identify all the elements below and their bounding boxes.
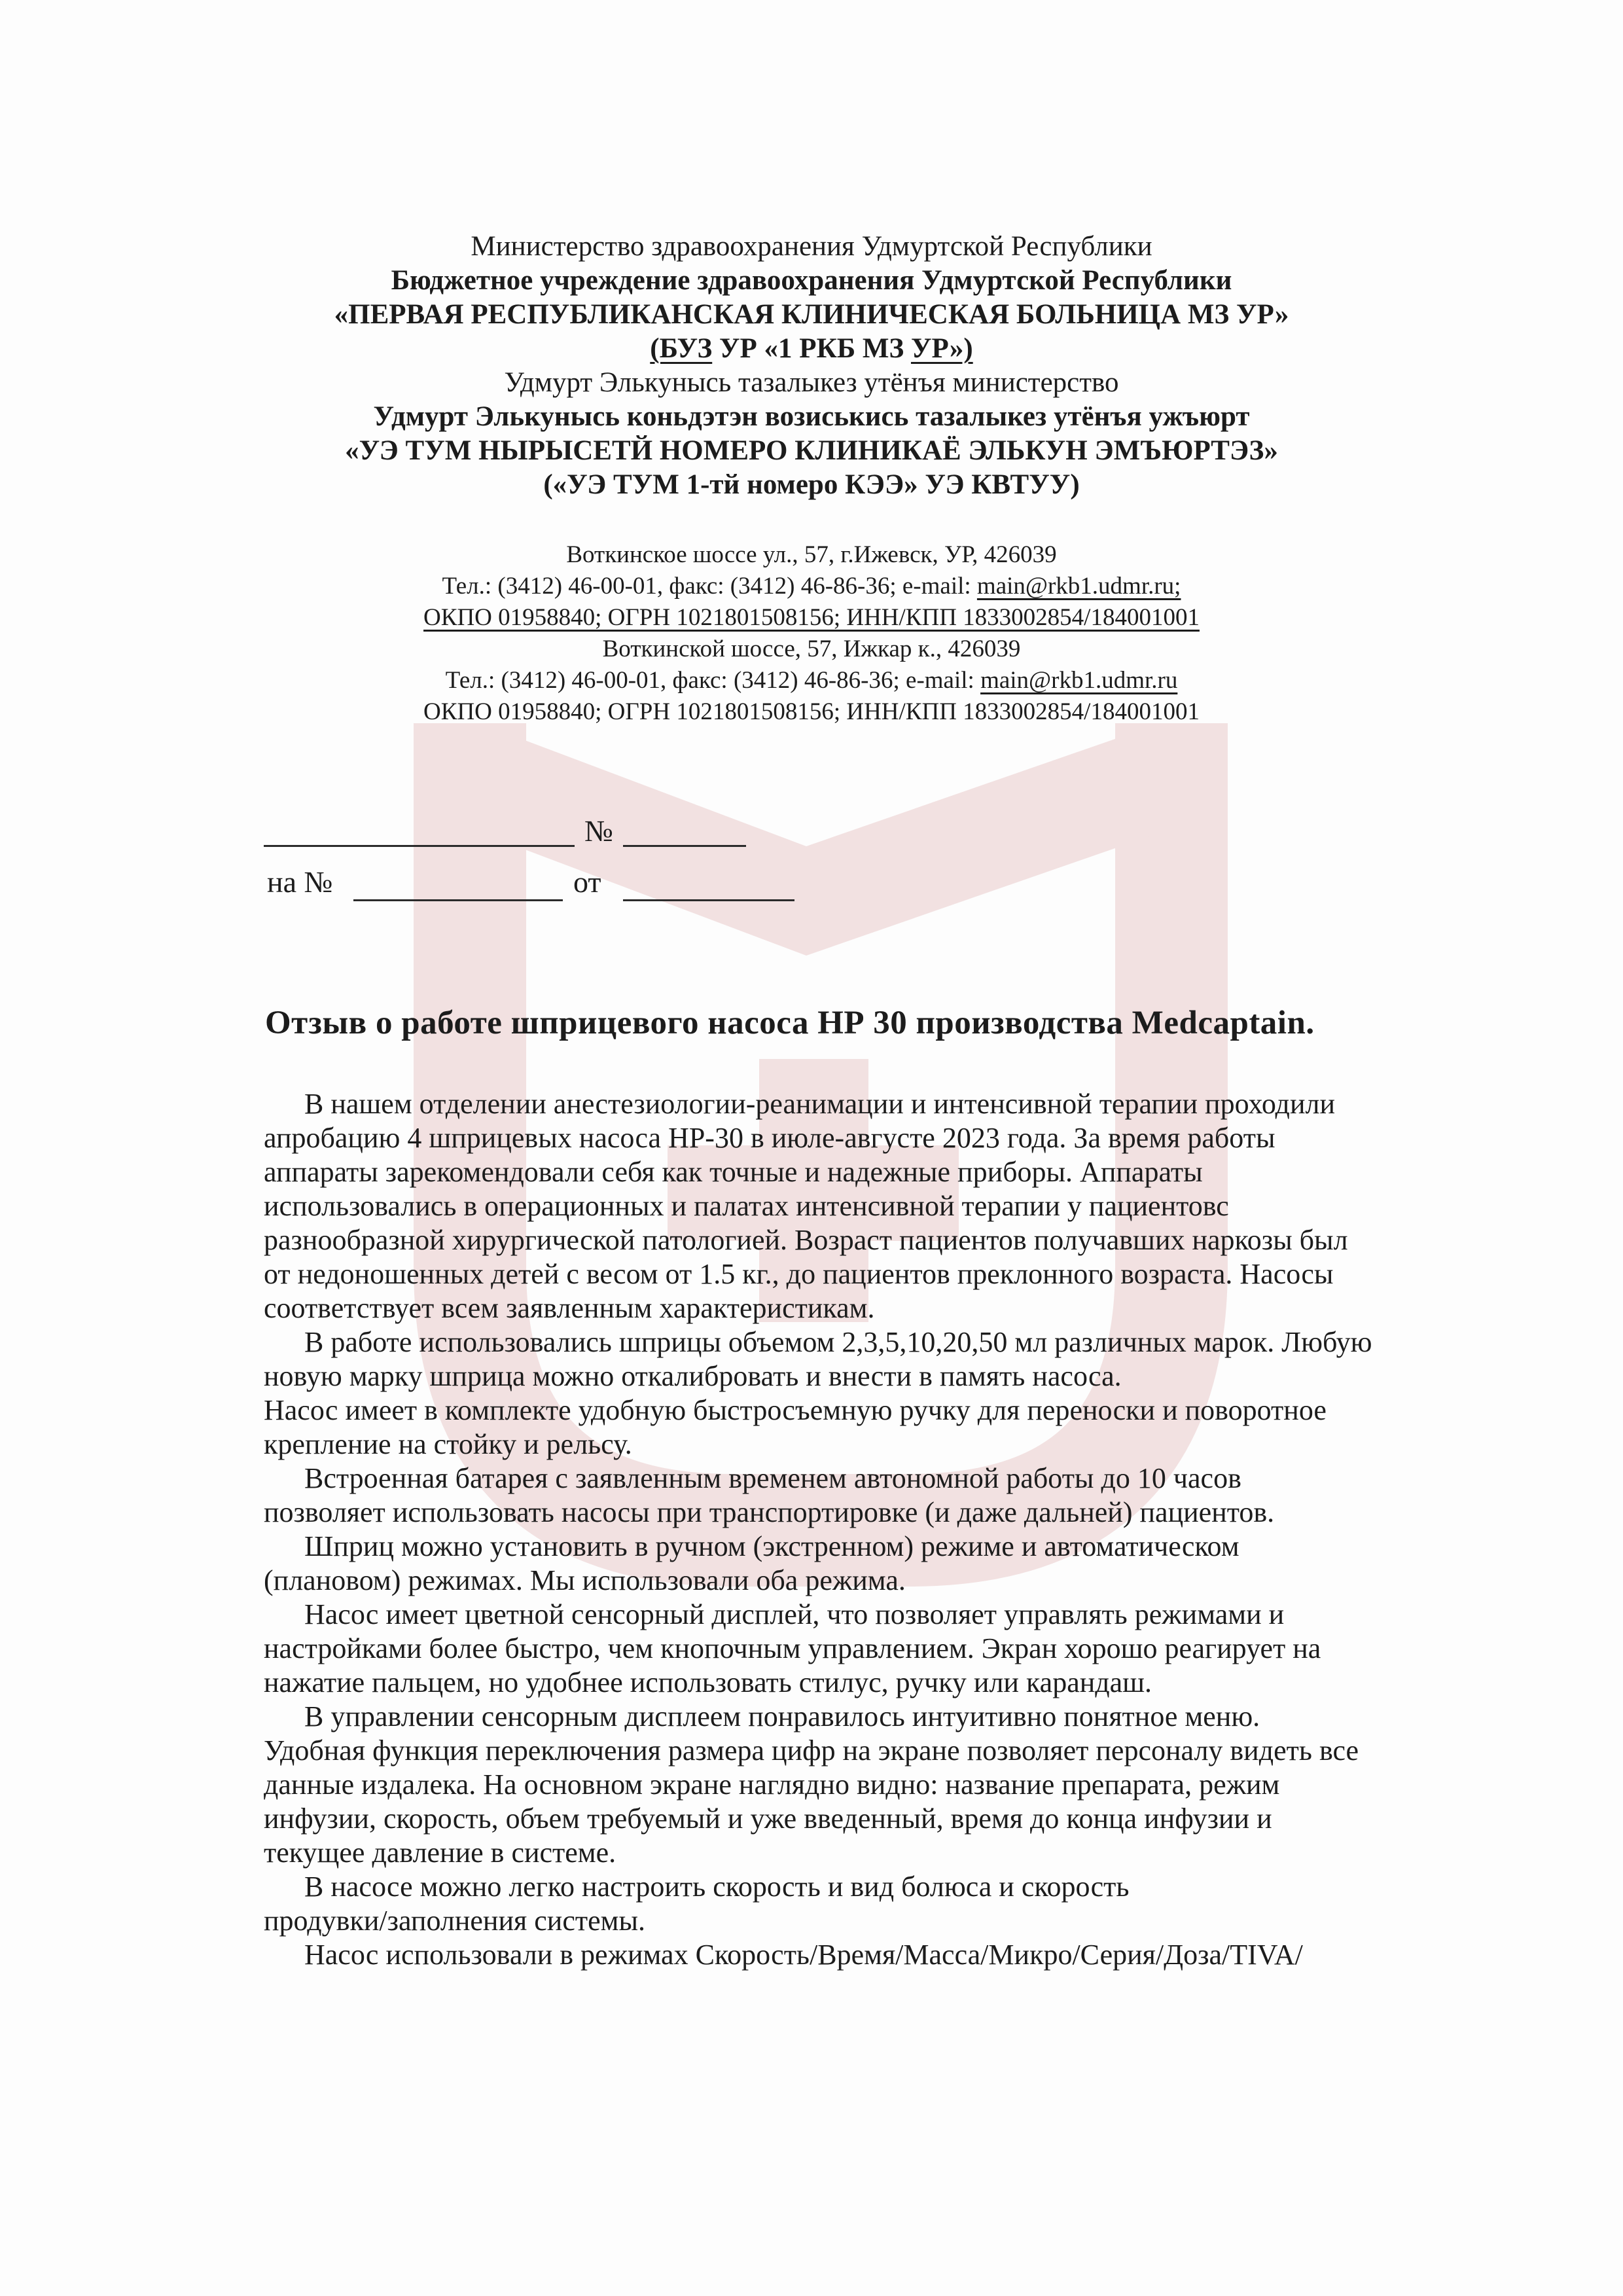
- body-line: новую марку шприца можно откалибровать и внести в память насоса.: [264, 1360, 1122, 1392]
- org-contacts-line-3: [0, 602, 1623, 634]
- watermark-m-diagonals: [480, 723, 1160, 956]
- body-paragraph-6: [264, 1598, 1416, 1700]
- text-segment: УР «1 РКБ МЗ: [712, 333, 911, 364]
- document-title: Отзыв о работе шприцевого насоса НР 30 производства Medcaptain.: [265, 1005, 1315, 1041]
- outgoing-number-value-blank: [623, 845, 746, 847]
- org-contacts-line-6: [0, 696, 1623, 728]
- underlined-text-segment: (БУЗ: [650, 333, 713, 364]
- text-segment: Удмурт Элькунысь тазалыкез утёнъя министерство: [504, 367, 1119, 398]
- body-paragraph-1: [264, 1087, 1416, 1325]
- body-line: Шприц можно установить в ручном (экстренном) режиме и автоматическом: [304, 1530, 1240, 1562]
- text-segment: Воткинской шоссе, 57, Ижкар к., 426039: [602, 636, 1021, 662]
- text-segment: ОКПО 01958840; ОГРН 1021801508156; ИНН/КПП 1833002854/184001001: [423, 698, 1200, 725]
- org-header-line-1: [0, 230, 1623, 264]
- body-line: разнообразной хирургической патологией. Возраст пациентов получавших наркозы был: [264, 1224, 1348, 1256]
- body-line: (плановом) режимах. Мы использовали оба режима.: [264, 1564, 906, 1596]
- body-line: настройками более быстро, чем кнопочным управлением. Экран хорошо реагирует на: [264, 1632, 1321, 1664]
- body-line: нажатие пальцем, но удобнее использовать стилус, ручку или карандаш.: [264, 1666, 1152, 1698]
- text-segment: Бюджетное учреждение здравоохранения Удмуртской Республики: [391, 265, 1232, 296]
- body-line: В нашем отделении анестезиологии-реанимации и интенсивной терапии проходили: [304, 1088, 1335, 1120]
- org-header-block: [0, 230, 1623, 502]
- outgoing-number-label: №: [584, 814, 613, 848]
- outgoing-number-blank-line: [264, 845, 575, 847]
- body-line: Насос имеет цветной сенсорный дисплей, что позволяет управлять режимами и: [304, 1598, 1285, 1630]
- body-line: Встроенная батарея с заявленным временем автономной работы до 10 часов: [304, 1462, 1241, 1494]
- body-line: продувки/заполнения системы.: [264, 1905, 646, 1937]
- body-line: от недоношенных детей с весом от 1.5 кг., до пациентов преклонного возраста. Насосы: [264, 1258, 1334, 1290]
- body-line: Насос имеет в комплекте удобную быстросъемную ручку для переноски и поворотное: [264, 1394, 1327, 1426]
- review-body-text: [264, 1087, 1416, 1972]
- org-contacts-line-2: [0, 571, 1623, 602]
- body-line: апробацию 4 шприцевых насоса НР-30 в июле-августе 2023 года. За время работы: [264, 1122, 1275, 1154]
- body-paragraph-10: [264, 1938, 1416, 1972]
- org-header-line-4: [0, 332, 1623, 366]
- text-segment: «ПЕРВАЯ РЕСПУБЛИКАНСКАЯ КЛИНИЧЕСКАЯ БОЛЬНИЦА МЗ УР»: [334, 299, 1289, 330]
- body-paragraph-5: [264, 1530, 1416, 1598]
- body-line: данные издалека. На основном экране наглядно видно: название препарата, режим: [264, 1768, 1280, 1801]
- body-line: В насосе можно легко настроить скорость и вид болюса и скорость: [304, 1871, 1130, 1903]
- org-contacts-block: [0, 539, 1623, 728]
- body-line: крепление на стойку и рельсу.: [264, 1428, 632, 1460]
- body-line: Удобная функция переключения размера цифр на экране позволяет персоналу видеть все: [264, 1734, 1359, 1767]
- org-contacts-line-4: [0, 634, 1623, 665]
- body-line: позволяет использовать насосы при транспортировке (и даже дальней) пациентов.: [264, 1496, 1275, 1528]
- text-segment: Министерство здравоохранения Удмуртской Республики: [471, 231, 1152, 262]
- body-line: аппараты зарекомендовали себя как точные и надежные приборы. Аппараты: [264, 1156, 1203, 1188]
- text-segment: («УЭ ТУМ 1-тй номеро КЭЭ» УЭ КВТУУ): [543, 469, 1080, 500]
- incoming-date-blank: [623, 899, 794, 901]
- text-segment: «УЭ ТУМ НЫРЫСЕТЙ НОМЕРО КЛИНИКАЁ ЭЛЬКУН ЭМЪЮРТЭЗ»: [345, 435, 1278, 466]
- text-segment: Тел.: (3412) 46-00-01, факс: (3412) 46-86-36; e-mail:: [445, 667, 981, 694]
- body-paragraph-7: [264, 1700, 1416, 1734]
- org-contacts-line-1: [0, 539, 1623, 571]
- body-line: соответствует всем заявленным характеристикам.: [264, 1292, 875, 1324]
- body-line: В работе использовались шприцы объемом 2,3,5,10,20,50 мл различных марок. Любую: [304, 1326, 1372, 1358]
- body-line: В управлении сенсорным дисплеем понравилось интуитивно понятное меню.: [304, 1700, 1260, 1732]
- org-header-line-6: [0, 400, 1623, 434]
- underlined-text-segment: ОКПО 01958840; ОГРН 1021801508156; ИНН/КПП 1833002854/184001001: [423, 604, 1200, 631]
- org-header-line-7: [0, 434, 1623, 468]
- org-header-line-3: [0, 298, 1623, 332]
- text-segment: Удмурт Элькунысь коньдэтэн возиськись тазалыкез утёнъя ужъюрт: [373, 401, 1250, 432]
- body-line: использовались в операционных и палатах интенсивной терапии у пациентовс: [264, 1190, 1229, 1222]
- body-line: инфузии, скорость, объем требуемый и уже введенный, время до конца инфузии и: [264, 1803, 1272, 1835]
- org-contacts-line-5: [0, 665, 1623, 696]
- body-paragraph-2: [264, 1325, 1416, 1393]
- incoming-number-label: на №: [267, 865, 333, 899]
- incoming-date-label: от: [573, 865, 601, 899]
- body-paragraph-9: [264, 1870, 1416, 1938]
- body-paragraph-3: [264, 1393, 1416, 1462]
- org-header-line-2: [0, 264, 1623, 298]
- underlined-text-segment: main@rkb1.udmr.ru;: [976, 573, 1181, 600]
- body-line: текущее давление в системе.: [264, 1837, 616, 1869]
- text-segment: Воткинское шоссе ул., 57, г.Ижевск, УР, 426039: [566, 541, 1057, 568]
- text-segment: Тел.: (3412) 46-00-01, факс: (3412) 46-86-36; e-mail:: [442, 573, 977, 600]
- underlined-text-segment: УР»): [910, 333, 973, 364]
- body-line: Насос использовали в режимах Скорость/Время/Масса/Микро/Серия/Доза/TIVA/: [304, 1939, 1303, 1971]
- body-paragraph-4: [264, 1462, 1416, 1530]
- incoming-number-blank: [353, 899, 563, 901]
- body-paragraph-8: [264, 1734, 1416, 1870]
- org-header-line-8: [0, 468, 1623, 502]
- org-header-line-5: [0, 366, 1623, 400]
- underlined-text-segment: main@rkb1.udmr.ru: [980, 667, 1178, 694]
